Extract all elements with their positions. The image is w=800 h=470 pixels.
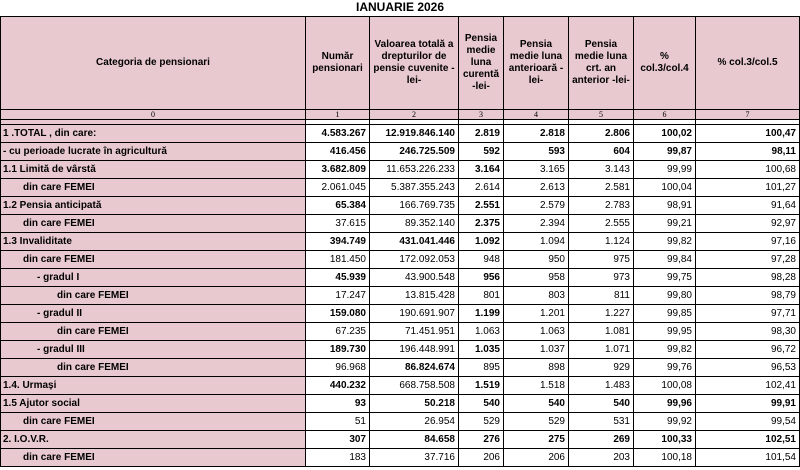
cell-col-6: 99,96 xyxy=(634,395,696,413)
table-row xyxy=(1,449,800,467)
table-row xyxy=(1,233,800,251)
cell-col-6: 100,08 xyxy=(634,377,696,395)
col-index: 3 xyxy=(459,110,504,120)
cell-col-4: 1.201 xyxy=(504,305,569,323)
cell-col-7: 102,41 xyxy=(696,377,800,395)
cell-col-4: 1.518 xyxy=(504,377,569,395)
cell-col-7: 97,71 xyxy=(696,305,800,323)
cell-col-1: 159.080 xyxy=(306,305,370,323)
row-label: din care FEMEI xyxy=(1,287,306,305)
table-row xyxy=(1,197,800,215)
cell-col-1: 3.682.809 xyxy=(306,161,370,179)
table-row xyxy=(1,323,800,341)
cell-col-5: 2.581 xyxy=(569,179,634,197)
cell-col-7: 98,30 xyxy=(696,323,800,341)
cell-col-1: 440.232 xyxy=(306,377,370,395)
header-pct-col3-col5: % col.3/col.5 xyxy=(696,17,800,110)
row-label: 2. I.O.V.R. xyxy=(1,431,306,449)
table-row xyxy=(1,179,800,197)
cell-col-1: 37.615 xyxy=(306,215,370,233)
cell-col-5: 3.143 xyxy=(569,161,634,179)
cell-col-6: 98,91 xyxy=(634,197,696,215)
row-label: din care FEMEI xyxy=(1,215,306,233)
table-row xyxy=(1,431,800,449)
table-row xyxy=(1,269,800,287)
cell-col-3: 2.375 xyxy=(459,215,504,233)
cell-col-1: 51 xyxy=(306,413,370,431)
table-row xyxy=(1,215,800,233)
cell-col-5: 269 xyxy=(569,431,634,449)
cell-col-2: 166.769.735 xyxy=(370,197,459,215)
cell-col-2: 43.900.548 xyxy=(370,269,459,287)
header-row xyxy=(1,17,800,110)
table-row xyxy=(1,359,800,377)
table-row xyxy=(1,287,800,305)
table-body xyxy=(1,125,800,467)
cell-col-5: 811 xyxy=(569,287,634,305)
cell-col-2: 190.691.907 xyxy=(370,305,459,323)
cell-col-7: 92,97 xyxy=(696,215,800,233)
cell-col-4: 950 xyxy=(504,251,569,269)
cell-col-7: 99,91 xyxy=(696,395,800,413)
header-total-value: Valoarea totală a drepturilor de pensie cuvenite -lei- xyxy=(370,17,459,110)
cell-col-3: 948 xyxy=(459,251,504,269)
cell-col-1: 307 xyxy=(306,431,370,449)
col-index: 1 xyxy=(306,110,370,120)
cell-col-4: 593 xyxy=(504,143,569,161)
cell-col-2: 84.658 xyxy=(370,431,459,449)
cell-col-7: 101,54 xyxy=(696,449,800,467)
row-label: din care FEMEI xyxy=(1,413,306,431)
cell-col-5: 1.071 xyxy=(569,341,634,359)
cell-col-3: 206 xyxy=(459,449,504,467)
row-label: 1.2 Pensia anticipată xyxy=(1,197,306,215)
col-index: 5 xyxy=(569,110,634,120)
row-label: 1.3 Invaliditate xyxy=(1,233,306,251)
cell-col-2: 50.218 xyxy=(370,395,459,413)
cell-col-2: 196.448.991 xyxy=(370,341,459,359)
cell-col-4: 206 xyxy=(504,449,569,467)
cell-col-2: 71.451.951 xyxy=(370,323,459,341)
cell-col-5: 1.483 xyxy=(569,377,634,395)
cell-col-7: 97,28 xyxy=(696,251,800,269)
cell-col-2: 13.815.428 xyxy=(370,287,459,305)
cell-col-4: 1.037 xyxy=(504,341,569,359)
cell-col-3: 2.551 xyxy=(459,197,504,215)
col-index: 7 xyxy=(696,110,800,120)
cell-col-3: 276 xyxy=(459,431,504,449)
header-pct-col3-col4: % col.3/col.4 xyxy=(634,17,696,110)
col-index: 6 xyxy=(634,110,696,120)
cell-col-2: 86.824.674 xyxy=(370,359,459,377)
cell-col-6: 99,80 xyxy=(634,287,696,305)
cell-col-2: 12.919.846.140 xyxy=(370,125,459,143)
cell-col-5: 1.081 xyxy=(569,323,634,341)
row-label: - gradul II xyxy=(1,305,306,323)
row-label: 1.1 Limită de vârstă xyxy=(1,161,306,179)
cell-col-2: 26.954 xyxy=(370,413,459,431)
cell-col-5: 973 xyxy=(569,269,634,287)
cell-col-2: 37.716 xyxy=(370,449,459,467)
cell-col-4: 1.063 xyxy=(504,323,569,341)
table-row xyxy=(1,143,800,161)
cell-col-5: 540 xyxy=(569,395,634,413)
cell-col-6: 100,04 xyxy=(634,179,696,197)
row-label: din care FEMEI xyxy=(1,359,306,377)
cell-col-3: 3.164 xyxy=(459,161,504,179)
table-row xyxy=(1,395,800,413)
cell-col-6: 100,33 xyxy=(634,431,696,449)
pension-table xyxy=(0,16,800,467)
cell-col-2: 89.352.140 xyxy=(370,215,459,233)
col-index: 4 xyxy=(504,110,569,120)
cell-col-4: 898 xyxy=(504,359,569,377)
cell-col-5: 929 xyxy=(569,359,634,377)
cell-col-4: 803 xyxy=(504,287,569,305)
cell-col-1: 416.456 xyxy=(306,143,370,161)
cell-col-1: 93 xyxy=(306,395,370,413)
cell-col-1: 45.939 xyxy=(306,269,370,287)
header-avg-previous: Pensia medie luna anterioară - lei- xyxy=(504,17,569,110)
cell-col-6: 99,87 xyxy=(634,143,696,161)
cell-col-6: 99,76 xyxy=(634,359,696,377)
cell-col-3: 540 xyxy=(459,395,504,413)
cell-col-7: 97,16 xyxy=(696,233,800,251)
cell-col-7: 96,53 xyxy=(696,359,800,377)
cell-col-3: 1.199 xyxy=(459,305,504,323)
cell-col-3: 1.035 xyxy=(459,341,504,359)
cell-col-7: 100,68 xyxy=(696,161,800,179)
cell-col-5: 975 xyxy=(569,251,634,269)
cell-col-2: 5.387.355.243 xyxy=(370,179,459,197)
cell-col-5: 2.806 xyxy=(569,125,634,143)
cell-col-3: 895 xyxy=(459,359,504,377)
cell-col-6: 99,95 xyxy=(634,323,696,341)
cell-col-4: 1.094 xyxy=(504,233,569,251)
cell-col-1: 183 xyxy=(306,449,370,467)
row-label: 1.5 Ajutor social xyxy=(1,395,306,413)
cell-col-1: 4.583.267 xyxy=(306,125,370,143)
cell-col-7: 96,72 xyxy=(696,341,800,359)
report-title: IANUARIE 2026 xyxy=(355,0,445,14)
table-row xyxy=(1,125,800,143)
table-row xyxy=(1,341,800,359)
cell-col-6: 99,92 xyxy=(634,413,696,431)
cell-col-7: 99,54 xyxy=(696,413,800,431)
cell-col-5: 604 xyxy=(569,143,634,161)
cell-col-1: 189.730 xyxy=(306,341,370,359)
cell-col-6: 99,85 xyxy=(634,305,696,323)
cell-col-5: 2.783 xyxy=(569,197,634,215)
row-label: din care FEMEI xyxy=(1,179,306,197)
row-label: din care FEMEI xyxy=(1,449,306,467)
cell-col-3: 2.614 xyxy=(459,179,504,197)
table-row xyxy=(1,377,800,395)
cell-col-3: 1.092 xyxy=(459,233,504,251)
cell-col-1: 181.450 xyxy=(306,251,370,269)
column-index-row xyxy=(1,110,800,120)
cell-col-5: 1.124 xyxy=(569,233,634,251)
cell-col-2: 431.041.446 xyxy=(370,233,459,251)
header-avg-last-year: Pensia medie luna crt. an anterior -lei- xyxy=(569,17,634,110)
cell-col-7: 101,27 xyxy=(696,179,800,197)
cell-col-4: 275 xyxy=(504,431,569,449)
table-row xyxy=(1,161,800,179)
cell-col-5: 531 xyxy=(569,413,634,431)
cell-col-7: 91,64 xyxy=(696,197,800,215)
cell-col-4: 2.394 xyxy=(504,215,569,233)
header-count: Număr pensionari xyxy=(306,17,370,110)
cell-col-6: 99,82 xyxy=(634,341,696,359)
cell-col-7: 98,11 xyxy=(696,143,800,161)
row-label: - gradul III xyxy=(1,341,306,359)
cell-col-6: 99,82 xyxy=(634,233,696,251)
row-label: din care FEMEI xyxy=(1,323,306,341)
row-label: 1 .TOTAL , din care: xyxy=(1,125,306,143)
cell-col-6: 100,18 xyxy=(634,449,696,467)
cell-col-1: 2.061.045 xyxy=(306,179,370,197)
cell-col-7: 102,51 xyxy=(696,431,800,449)
cell-col-3: 956 xyxy=(459,269,504,287)
col-index: 2 xyxy=(370,110,459,120)
cell-col-4: 540 xyxy=(504,395,569,413)
col-index: 0 xyxy=(1,110,306,120)
cell-col-3: 1.519 xyxy=(459,377,504,395)
cell-col-3: 2.819 xyxy=(459,125,504,143)
row-label: - gradul I xyxy=(1,269,306,287)
cell-col-5: 203 xyxy=(569,449,634,467)
cell-col-4: 2.579 xyxy=(504,197,569,215)
cell-col-1: 67.235 xyxy=(306,323,370,341)
cell-col-3: 1.063 xyxy=(459,323,504,341)
cell-col-6: 99,84 xyxy=(634,251,696,269)
cell-col-7: 98,28 xyxy=(696,269,800,287)
cell-col-1: 96.968 xyxy=(306,359,370,377)
row-label: 1.4. Urmași xyxy=(1,377,306,395)
cell-col-7: 100,47 xyxy=(696,125,800,143)
cell-col-4: 529 xyxy=(504,413,569,431)
cell-col-6: 99,99 xyxy=(634,161,696,179)
row-label: - cu perioade lucrate în agricultură xyxy=(1,143,306,161)
cell-col-6: 100,02 xyxy=(634,125,696,143)
cell-col-5: 2.555 xyxy=(569,215,634,233)
cell-col-6: 99,75 xyxy=(634,269,696,287)
cell-col-6: 99,21 xyxy=(634,215,696,233)
row-label: din care FEMEI xyxy=(1,251,306,269)
cell-col-2: 668.758.508 xyxy=(370,377,459,395)
cell-col-4: 3.165 xyxy=(504,161,569,179)
cell-col-3: 592 xyxy=(459,143,504,161)
cell-col-2: 246.725.509 xyxy=(370,143,459,161)
cell-col-3: 529 xyxy=(459,413,504,431)
table-row xyxy=(1,413,800,431)
cell-col-4: 2.613 xyxy=(504,179,569,197)
cell-col-3: 801 xyxy=(459,287,504,305)
header-avg-current: Pensia medie luna curentă -lei- xyxy=(459,17,504,110)
cell-col-5: 1.227 xyxy=(569,305,634,323)
cell-col-1: 65.384 xyxy=(306,197,370,215)
cell-col-2: 11.653.226.233 xyxy=(370,161,459,179)
cell-col-1: 17.247 xyxy=(306,287,370,305)
cell-col-1: 394.749 xyxy=(306,233,370,251)
cell-col-7: 98,79 xyxy=(696,287,800,305)
table-row xyxy=(1,251,800,269)
cell-col-2: 172.092.053 xyxy=(370,251,459,269)
table-row xyxy=(1,305,800,323)
cell-col-4: 2.818 xyxy=(504,125,569,143)
cell-col-4: 958 xyxy=(504,269,569,287)
header-category: Categoria de pensionari xyxy=(1,17,306,110)
